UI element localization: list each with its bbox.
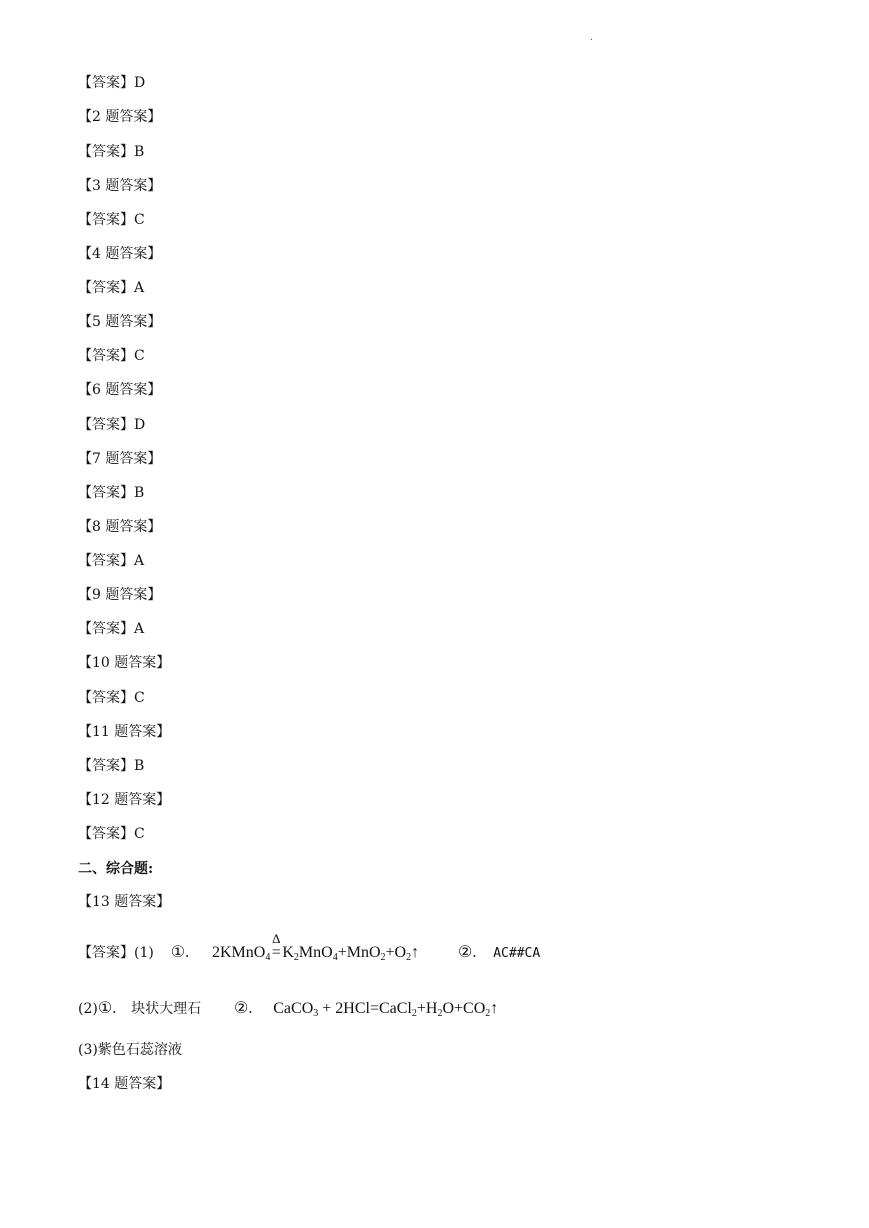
gas-arrow: ↑ <box>411 944 420 961</box>
answer-line-9: 【答案】A <box>78 621 145 637</box>
circled-1-mark-2: ①. <box>97 1000 117 1017</box>
answer-line-5: 【答案】C <box>78 348 145 364</box>
answer-marble: 块状大理石 <box>131 1001 202 1017</box>
question-label-13: 【13 题答案】 <box>78 894 171 910</box>
q13-part2-prefix: (2) <box>78 1001 98 1017</box>
equation-kmno4: 2KMnO$_4$ Δ $=K_2MnO_4+MnO_2+O_2↑$ <box>212 931 420 963</box>
circled-2-mark: ②. <box>457 944 477 961</box>
q13-answer-line-3: (3)紫色石蕊溶液 <box>78 1042 182 1058</box>
gas-arrow-2: ↑ <box>490 1000 499 1017</box>
circled-1-mark: ①. <box>170 944 190 961</box>
question-label-4: 【4 题答案】 <box>78 246 162 262</box>
question-label-3: 【3 题答案】 <box>78 178 162 194</box>
section-heading: 二、综合题: <box>78 861 154 877</box>
equation-caco3: CaCO$_3$ + $2HCl=CaCl_2+H_2O+CO_2↑$ <box>273 1000 499 1019</box>
q13-prefix: 【答案】(1) <box>78 945 154 961</box>
answer-line-7: 【答案】B <box>78 485 145 501</box>
answer-line-12: 【答案】C <box>78 826 145 842</box>
question-label-11: 【11 题答案】 <box>78 724 171 740</box>
question-label-14: 【14 题答案】 <box>78 1076 171 1092</box>
heat-equals-sign: Δ = <box>271 931 281 961</box>
question-label-5: 【5 题答案】 <box>78 314 162 330</box>
q13-answer-line-1 <box>78 931 541 963</box>
answer-line-1: 【答案】D <box>78 75 146 91</box>
delta-symbol: Δ <box>272 931 281 946</box>
q13-answer-line-2 <box>78 1000 498 1018</box>
question-label-6: 【6 题答案】 <box>78 382 162 398</box>
circled-2-mark-2: ②. <box>234 1000 253 1017</box>
answer-line-4: 【答案】A <box>78 280 145 296</box>
question-label-8: 【8 题答案】 <box>78 519 162 535</box>
answer-line-10: 【答案】C <box>78 690 145 706</box>
question-label-12: 【12 题答案】 <box>78 792 171 808</box>
answer-ac-ca: AC##CA <box>493 946 541 961</box>
answer-line-2: 【答案】B <box>78 144 145 160</box>
question-label-2: 【2 题答案】 <box>78 109 162 125</box>
question-label-10: 【10 题答案】 <box>78 655 171 671</box>
answer-line-3: 【答案】C <box>78 212 145 228</box>
question-label-7: 【7 题答案】 <box>78 451 162 467</box>
header-dot: . <box>590 33 593 43</box>
answer-line-11: 【答案】B <box>78 758 145 774</box>
answer-line-8: 【答案】A <box>78 553 145 569</box>
question-label-9: 【9 题答案】 <box>78 587 162 603</box>
answer-line-6: 【答案】D <box>78 417 146 433</box>
